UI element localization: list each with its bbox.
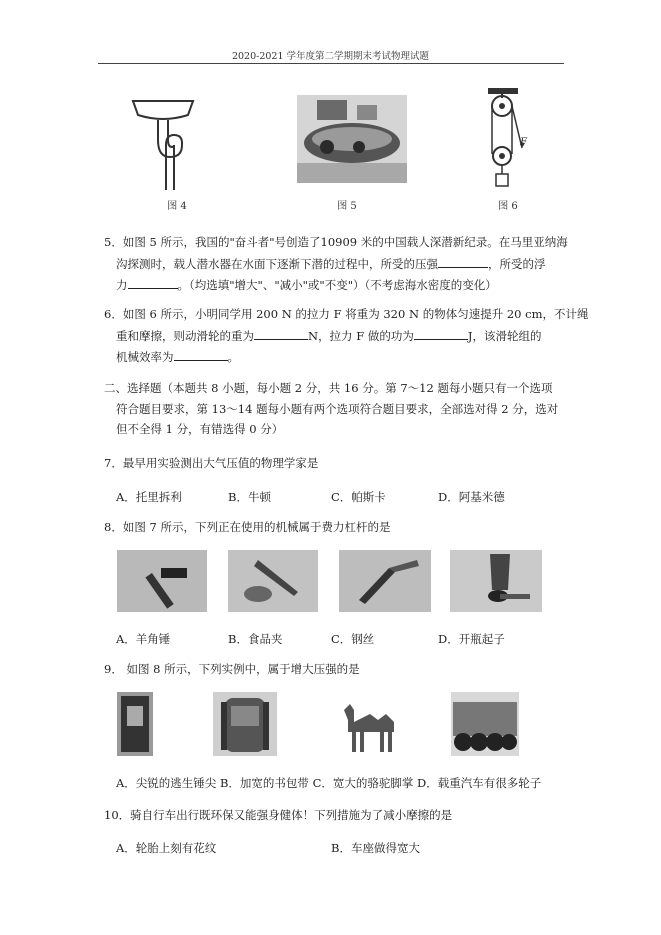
camel-photo [334,692,404,756]
q5-line-2 [116,256,546,271]
page-header: 2020-2021 学年度第二学期期末考试物理试题 [231,51,430,62]
wire-cutter-photo [339,550,431,612]
q10-option-a: A．轮胎上刻有花纹 [116,841,217,855]
header-rule [98,63,564,64]
claw-hammer-photo [117,550,207,612]
q10-stem: 10．骑自行车出行既环保又能强身健体！下列措施为了减小摩擦的是 [104,808,453,822]
q8-stem: 8．如图 7 所示，下列正在使用的机械属于费力杠杆的是 [104,520,391,534]
q7-stem: 7．最早用实验测出大气压值的物理学家是 [104,456,319,470]
q8-option-a: A．羊角锤 [116,632,171,646]
q5-blank-buoyancy [128,277,178,289]
truck-wheels-photo [451,692,519,756]
q6-line-2b: N，拉力 F 做的功为 [308,329,414,343]
q6-line-2 [116,328,541,343]
figure-4-caption: 图 4 [167,201,187,212]
figure-6-caption: 图 6 [498,201,518,212]
school-bag-photo [213,692,277,756]
q5-line-3b: 。（均选填"增大"、"减小"或"不变"）（不考虑海水密度的变化） [177,278,497,292]
q7-option-c: C．帕斯卡 [331,490,386,504]
q6-line-3b: 。 [227,350,239,364]
escape-hammer-photo [117,692,153,756]
q8-option-d: D．开瓶起子 [438,632,505,646]
sink-drain-figure [128,95,198,195]
q6-blank-work [414,328,468,340]
q5-line-2b: ，所受的浮 [488,257,546,271]
q6-line-1: 6．如图 6 所示，小明同学用 200 N 的拉力 F 将重为 320 N 的物体匀速提升 20 cm，不计绳 [104,307,589,321]
bottle-opener-photo [450,550,542,612]
q6-blank-efficiency [174,349,228,361]
q6-line-3 [116,349,239,364]
force-label: F [520,137,527,148]
q5-line-3a: 力 [116,278,128,292]
section-2-line-1: 二、选择题（本题共 8 小题，每小题 2 分，共 16 分。第 7～12 题每小题只有一个选项 [104,381,553,395]
figure-5-caption: 图 5 [337,201,357,212]
q5-line-1: 5．如图 5 所示，我国的"奋斗者"号创造了10909 米的中国载人深潜新纪录。在马里亚纳海 [104,235,568,249]
q6-line-3a: 机械效率为 [116,350,174,364]
q6-blank-pulley-weight [254,328,308,340]
q5-blank-pressure [438,256,488,268]
q5-line-2a: 沟探测时，载人潜水器在水面下逐渐下潜的过程中，所受的压强 [116,257,438,271]
submersible-photo [297,95,407,183]
q8-option-b: B．食品夹 [228,632,283,646]
section-2-line-3: 但不全得 1 分，有错选得 0 分） [116,422,284,436]
q10-option-b: B．车座做得宽大 [331,841,420,855]
q5-line-3 [116,277,497,292]
q9-stem: 9． 如图 8 所示，下列实例中，属于增大压强的是 [104,662,360,676]
food-tongs-photo [228,550,318,612]
q6-line-2c: J，该滑轮组的 [467,329,542,343]
q7-option-a: A．托里拆利 [116,490,182,504]
q7-option-b: B．牛顿 [228,490,271,504]
q7-option-d: D．阿基米德 [438,490,505,504]
q8-option-c: C．钢丝 [331,632,375,646]
q6-line-2a: 重和摩擦，则动滑轮的重为 [116,329,254,343]
section-2-line-2: 符合题目要求，第 13～14 题每小题有两个选项符合题目要求，全部选对得 2 分，选对 [116,402,559,416]
q9-options: A．尖锐的逃生锤尖 B．加宽的书包带 C．宽大的骆驼脚掌 D．载重汽车有很多轮子 [116,776,542,790]
